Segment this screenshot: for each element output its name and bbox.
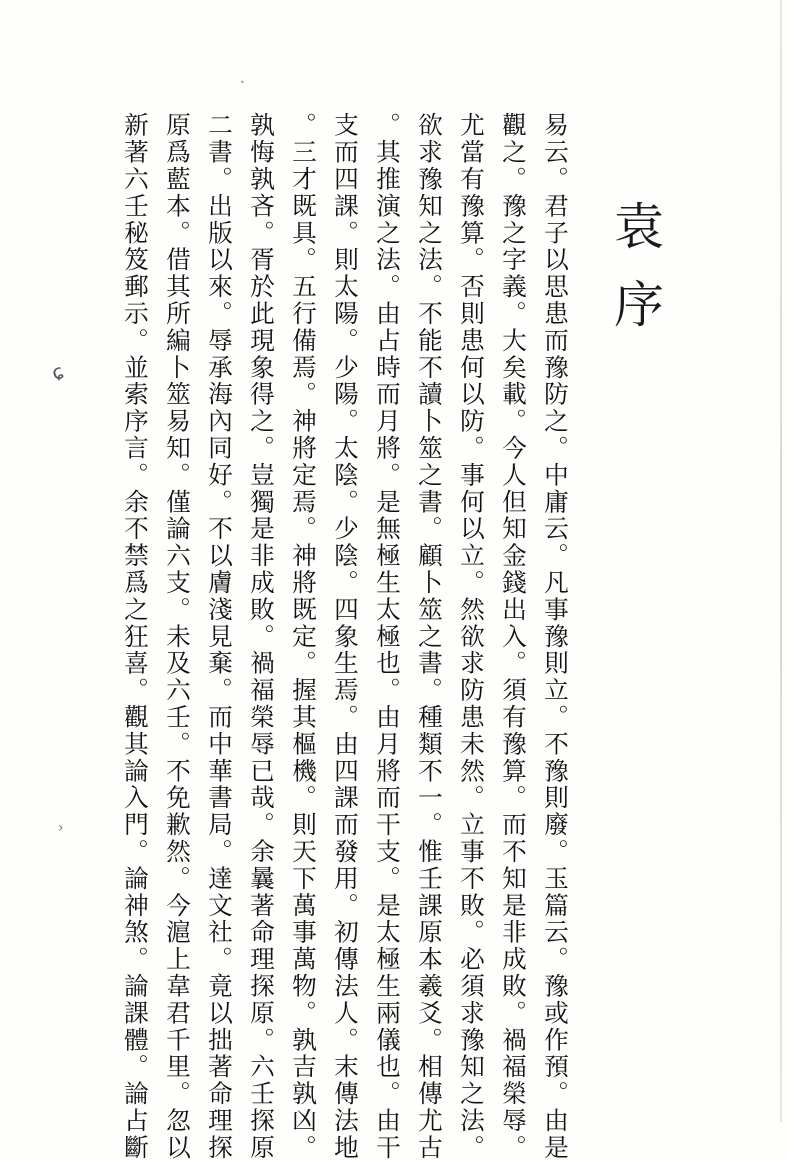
preface-title: 袁序	[606, 200, 664, 356]
ink-dot-mark-small: •	[240, 78, 245, 87]
ink-speck-mark: ɕ	[48, 358, 67, 386]
text-column-4: 欲求豫知之法。不能不讀卜筮之書。顧卜筮之書。種類不一。惟壬課原本羲爻。相傳尤古	[415, 112, 444, 1161]
text-column-6: 支而四課。則太陽。少陽。太陰。少陰。四象生焉。由四課而發用。初傳法人。末傳法地	[331, 112, 360, 1161]
text-column-7: 。三才既具。五行備焉。神將定焉。神將既定。握其樞機。則天下萬事萬物。孰吉孰凶。	[289, 112, 318, 1161]
text-column-3: 尤當有豫算。否則患何以防。事何以立。然欲求防患未然。立事不敗。必須求豫知之法。	[457, 112, 486, 1161]
text-column-9: 二書。出版以來。辱承海內同好。不以膚淺見棄。而中華書局。達文社。竟以拙著命理探	[205, 112, 234, 1161]
text-column-2: 觀之。豫之字義。大矣載。今人但知金錢出入。須有豫算。而不知是非成敗。禍福榮辱。	[499, 112, 528, 1161]
text-column-8: 孰悔孰吝。胥於此現象得之。豈獨是非成敗。禍福榮辱已哉。余曩著命理探原。六壬探原	[247, 112, 276, 1161]
text-column-11: 新著六壬秘笈郵示。並索序言。余不禁爲之狂喜。觀其論入門。論神煞。論課體。論占斷	[121, 112, 150, 1161]
text-column-1: 易云。君子以思患而豫防之。中庸云。凡事豫則立。不豫則廢。玉篇云。豫或作預。由是	[541, 112, 570, 1161]
page-edge-shadow	[780, 0, 782, 1122]
preface-body	[121, 112, 576, 1161]
text-column-5: 。其推演之法。由占時而月將。是無極生太極也。由月將而干支。是太極生兩儀也。由干	[373, 112, 402, 1161]
text-column-10: 原爲藍本。借其所編卜筮易知。僅論六支。未及六壬。不免歉然。今滬上韋君千里。忽以	[163, 112, 192, 1161]
ink-dot-mark: ›	[58, 820, 64, 836]
